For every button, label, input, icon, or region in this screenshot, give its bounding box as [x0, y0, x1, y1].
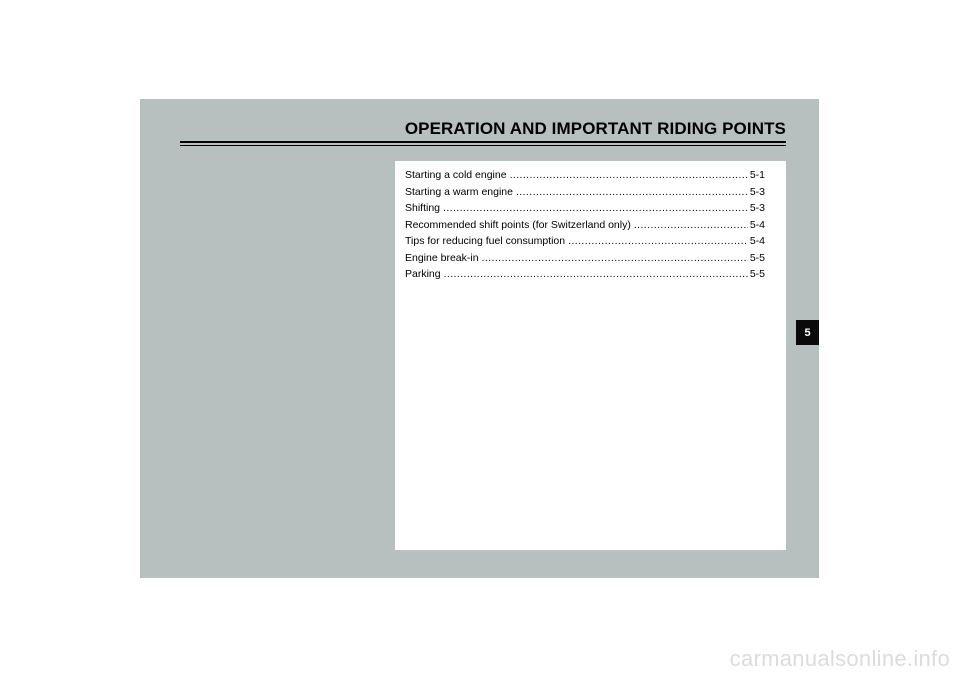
- title-rule-thin: [180, 145, 786, 146]
- title-rule: [180, 141, 786, 143]
- toc-entry-label: Tips for reducing fuel consumption: [405, 235, 566, 247]
- toc-entry-starting-warm-engine[interactable]: [405, 186, 765, 203]
- toc-dot-leader: [516, 186, 748, 198]
- toc-dot-leader: [444, 268, 748, 280]
- table-of-contents: [395, 161, 786, 550]
- toc-entry-page: 5-3: [749, 185, 765, 198]
- chapter-tab[interactable]: 5: [796, 320, 819, 345]
- toc-dot-leader: [634, 219, 748, 231]
- toc-entry-page: 5-4: [749, 235, 765, 247]
- toc-entry-fuel-consumption-tips[interactable]: [405, 235, 765, 252]
- toc-entry-engine-break-in[interactable]: [405, 252, 765, 269]
- toc-entry-page: 5-4: [749, 218, 765, 231]
- toc-dot-leader: [443, 202, 748, 214]
- toc-entry-page: 5-3: [749, 202, 765, 214]
- toc-entry-label: Parking: [405, 268, 441, 280]
- toc-entry-page: 5-5: [749, 251, 765, 264]
- toc-dot-leader: [568, 235, 748, 247]
- toc-entry-parking[interactable]: [405, 268, 765, 285]
- toc-entry-recommended-shift-points[interactable]: [405, 219, 765, 236]
- toc-entry-page: 5-5: [749, 268, 765, 280]
- toc-entry-label: Recommended shift points (for Switzerland only): [405, 218, 631, 231]
- toc-entry-label: Engine break-in: [405, 251, 479, 264]
- toc-entry-label: Starting a warm engine: [405, 185, 513, 198]
- toc-entry-shifting[interactable]: [405, 202, 765, 219]
- toc-list: [405, 169, 765, 285]
- toc-entry-label: Starting a cold engine: [405, 169, 507, 181]
- watermark: carmanualsonline.info: [729, 646, 950, 671]
- toc-dot-leader: [510, 169, 748, 181]
- toc-entry-label: Shifting: [405, 202, 441, 214]
- chapter-title: OPERATION AND IMPORTANT RIDING POINTS: [404, 119, 786, 138]
- toc-dot-leader: [482, 252, 748, 264]
- toc-entry-page: 5-1: [749, 169, 765, 181]
- toc-entry-starting-cold-engine[interactable]: [405, 169, 765, 186]
